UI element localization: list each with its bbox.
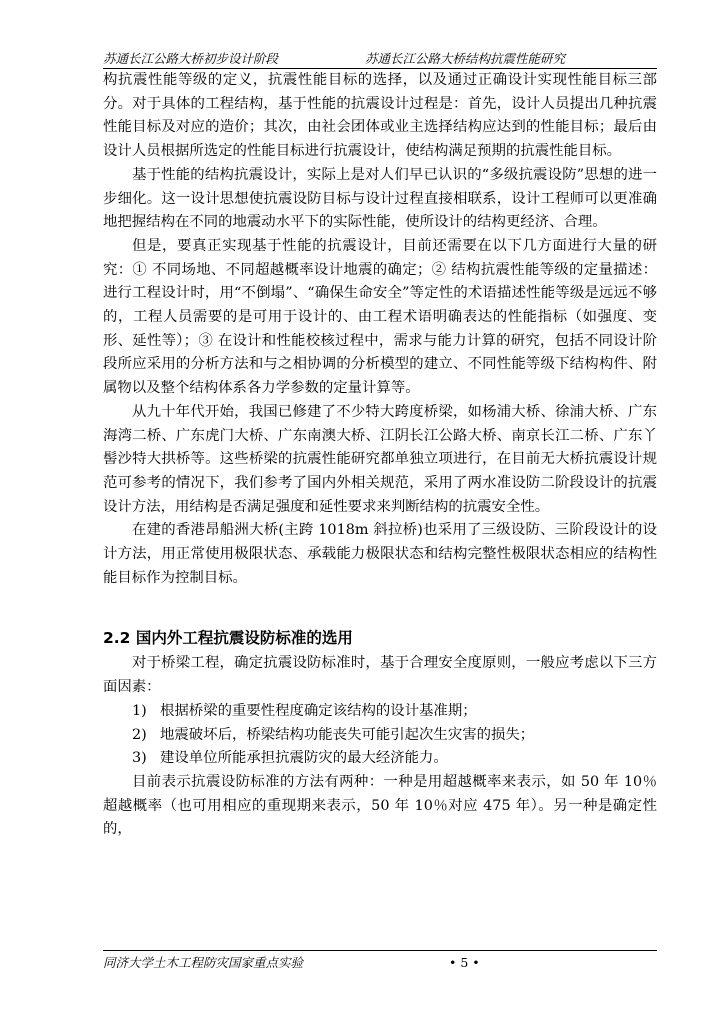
list-item-number: 1) — [132, 702, 147, 719]
section-intro-paragraph: 对于桥梁工程，确定抗震设防标准时，基于合理安全度原则，一般应考虑以下三方面因素： — [103, 655, 657, 696]
paragraph-performance-design-process: 构抗震性能等级的定义，抗震性能目标的选择，以及通过正确设计实现性能目标三部分。对于具体的工程结构，基于性能的抗震设计过程是：首先，设计人员提出几种抗震性能目标及对应的造价；其次，由社会团体或业主选择结构应达到的性能目标；最后由设计人员根据所选定的性能目标进行抗震设计，使结构满足预期的抗震性能目标。 — [103, 72, 657, 160]
paragraph-domestic-bridges: 从九十年代开始，我国已修建了不少特大跨度桥梁，如杨浦大桥、徐浦大桥、广东海湾二桥、广东虎门大桥、广东南澳大桥、江阴长江公路大桥、南京长江二桥、广东丫髻沙特大拱桥等。这些桥梁的抗震性能研究都单独立项进行，在目前无大桥抗震设计规范可参考的情况下，我们参考了国内外相关规范，采用了两水准设防二阶段设计的抗震设计方法，用结构是否满足强度和延性要求来判断结构的抗震安全性。 — [103, 403, 657, 515]
paragraph-multi-level-fortification: 基于性能的结构抗震设计，实际上是对人们早已认识的“多级抗震设防”思想的进一步细化。这一设计思想使抗震设防目标与设计过程直接相联系，设计工程师可以更准确地把握结构在不同的地震动水平下的实际性能，使所设计的结构更经济、合理。 — [103, 166, 657, 231]
list-item — [103, 747, 657, 771]
page-number: • 5 • — [449, 955, 480, 970]
header-report-title: 苏通长江公路大桥结构抗震性能研究 — [365, 51, 566, 66]
list-item-number: 2) — [132, 726, 147, 743]
running-footer — [103, 953, 657, 973]
paragraph-stonecutters-bridge: 在建的香港昂船洲大桥(主跨 1018m 斜拉桥)也采用了三级设防、三阶段设计的设计方法，用正常使用极限状态、承载能力极限状态和结构完整性极限状态相应的结构性能目标作为控制目标。 — [103, 522, 657, 586]
list-item-number: 3) — [132, 750, 147, 767]
paragraph-research-needs: 但是，要真正实现基于性能的抗震设计，目前还需要在以下几方面进行大量的研究：① 不同场地、不同超越概率设计地震的确定；② 结构抗震性能等级的定量描述：进行工程设计时，用“不倒塌”、“确保生命安全”等定性的术语描述性能等级是远远不够的，工程人员需要的是可用于设计的、由工程术语明确表达的性能指标（如强度、变形、延性等）；③ 在设计和性能校核过程中，需求与能力计算的研究，包括不同设计阶段所应采用的分析方法和与之相协调的分析模型的建立、不同性能等级下结构构件、附属物以及整个结构体系各力学参数的定量计算等。 — [103, 237, 657, 397]
list-item-text: 根据桥梁的重要性程度确定该结构的设计基准期； — [160, 702, 477, 719]
section-heading: 2.2 国内外工程抗震设防标准的选用 — [103, 629, 353, 648]
body-text — [103, 69, 657, 842]
running-header — [103, 50, 657, 68]
list-item — [103, 724, 657, 748]
list-item — [103, 700, 657, 724]
list-item-text: 地震破坏后，桥梁结构功能丧失可能引起次生灾害的损失； — [160, 726, 535, 743]
footer-institution: 同济大学土木工程防灾国家重点实验 — [103, 955, 304, 970]
paragraph-fortification-methods: 目前表示抗震设防标准的方法有两种：一种是用超越概率来表示，如 50 年 10％超越概率（也可用相应的重现期来表示，50 年 10％对应 475 年）。另一种是确定性的， — [103, 773, 657, 838]
list-item-text: 建设单位所能承担抗震防灾的最大经济能力。 — [160, 750, 448, 767]
footer-divider — [103, 950, 657, 951]
header-project-stage: 苏通长江公路大桥初步设计阶段 — [103, 51, 279, 66]
